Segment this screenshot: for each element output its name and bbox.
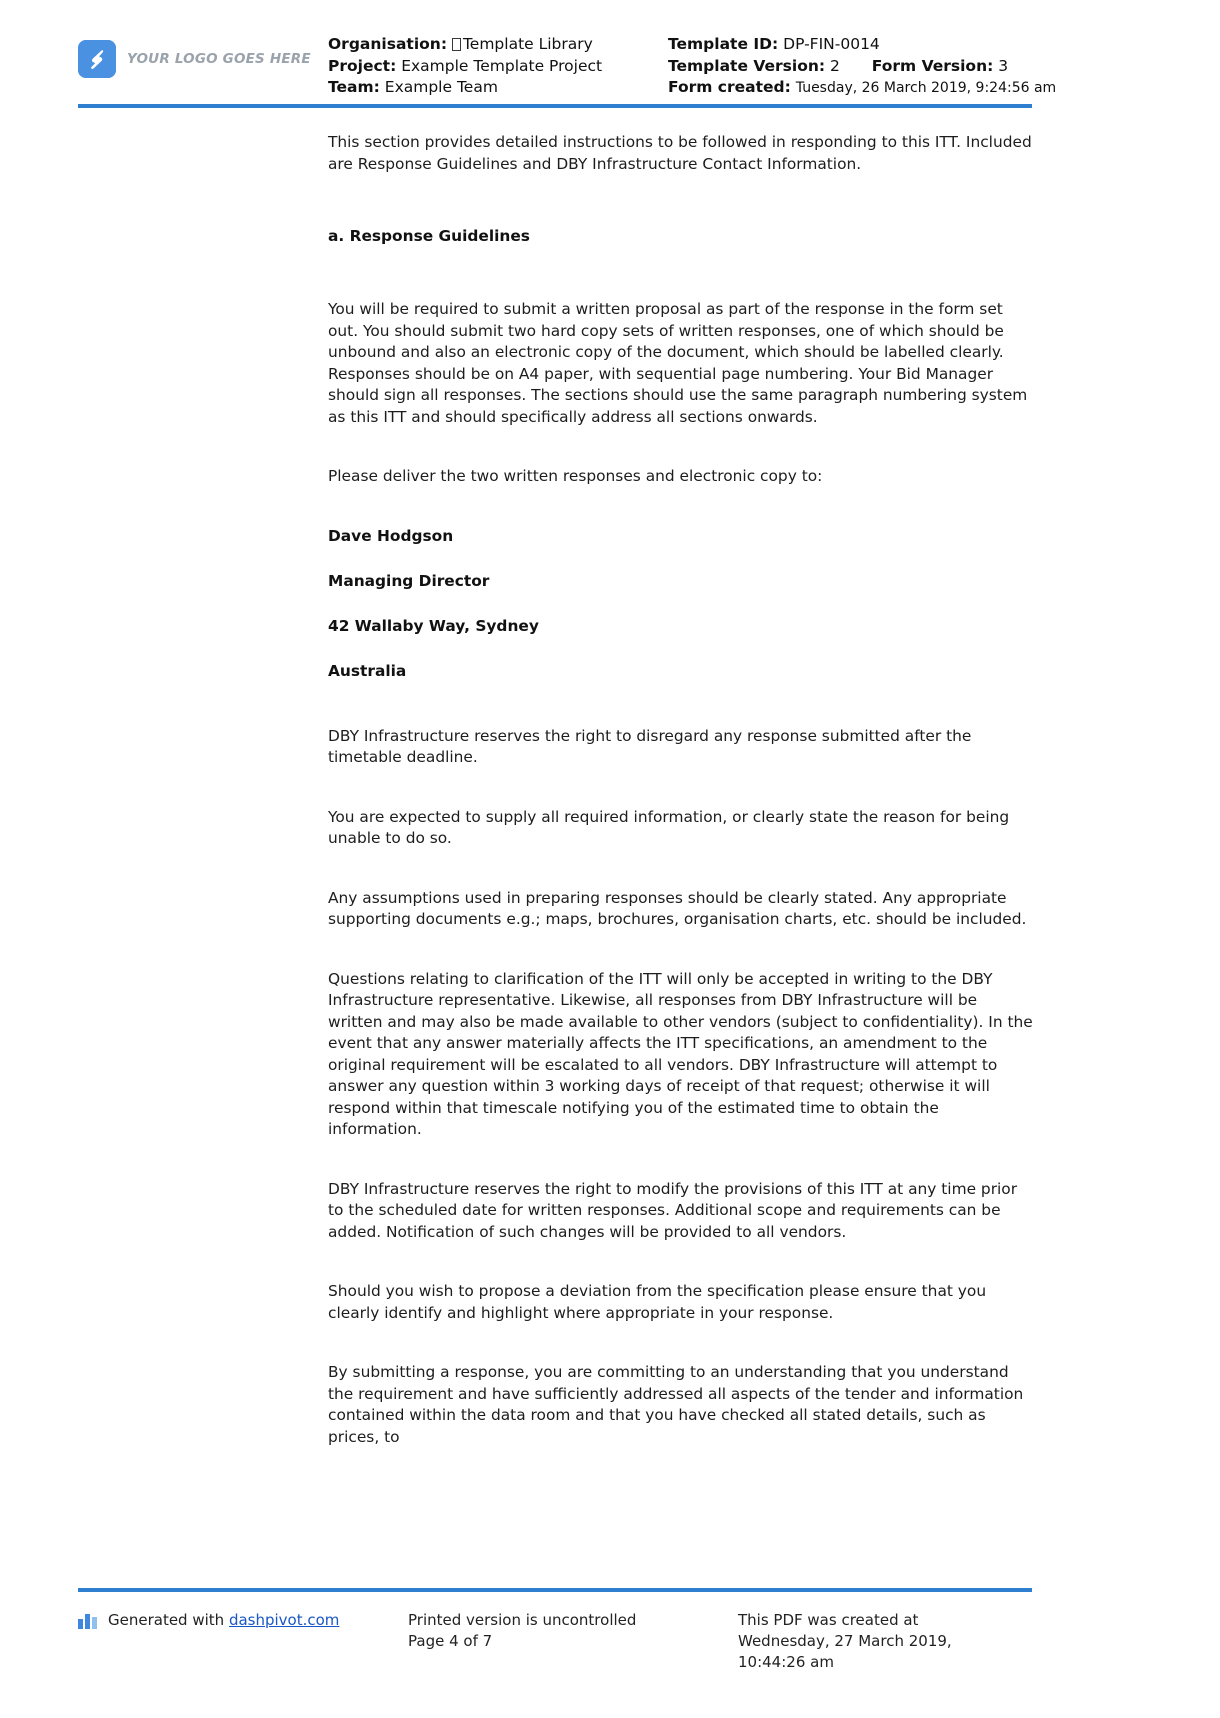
paragraph-delivery-instruction: Please deliver the two written responses and electronic copy to: [328,467,823,485]
logo-placeholder-text: YOUR LOGO GOES HERE [127,51,311,67]
meta-row-team [328,77,668,99]
meta-label-team: Team: [328,78,380,96]
footer-generated-with [78,1610,408,1635]
paragraph-assumptions: Any assumptions used in preparing responses should be clearly stated. Any appropriate supporting documents e.g.; maps, brochures, organisation charts, etc. should be included. [328,888,1027,928]
paragraph-questions-clarification: Questions relating to clarification of the ITT will only be accepted in writing to the DBY Infrastructure representative. Likewise, all responses from DBY Infrastructure will be written and may also be made available to other vendors (subject to confidentiality). In the event that any answer materially affects the ITT specifications, an amendment to the original requirement will be escalated to all vendors. DBY Infrastructure will attempt to answer any question within 3 working days of receipt of that request; otherwise it will respond within that timescale notifying you of the estimated time to obtain the information. [328,969,1033,1138]
meta-row-project [328,56,668,78]
contact-block [328,526,1036,682]
meta-value-project: Example Template Project [401,56,603,75]
meta-label-form-version: Form Version: [871,56,994,75]
contact-address: 42 Wallaby Way, Sydney [328,616,539,635]
paragraph-submitting-response: By submitting a response, you are committing to an understanding that you understand the requirement and have sufficiently addressed all aspects of the tender and information contained within the data room and that you have checked all stated details, such as prices, to [328,1363,1024,1446]
meta-label-form-created: Form created: [668,78,791,96]
document-content [328,132,1036,1448]
footer-pdf-created-date: Wednesday, 27 March 2019, [738,1632,952,1650]
meta-value-template-id: DP-FIN-0014 [783,35,880,53]
contact-country: Australia [328,661,407,680]
footer-pdf-created-time: 10:44:26 am [738,1653,834,1671]
footer-generated-prefix: Generated with [108,1611,225,1629]
paragraph-intro: This section provides detailed instructions to be followed in responding to this ITT. Included are Response Guidelines and DBY Infrastructure Contact Information. [328,133,1032,173]
meta-value-form-created: Tuesday, 26 March 2019, 9:24:56 am [795,80,1057,96]
paragraph-submission-requirements: You will be required to submit a written proposal as part of the response in the form set out. You should submit two hard copy sets of written responses, one of which should be unbound and also an electronic copy of the document, which should be labelled clearly. Responses should be on A4 paper, with sequential page numbering. Your Bid Manager should sign all responses. The sections should use the same paragraph numbering system as this ITT and should specifically address all sections onwards. [328,300,1028,426]
contact-title: Managing Director [328,571,490,590]
footer-page-number: Page 4 of 7 [408,1632,493,1650]
dashpivot-link[interactable]: dashpivot.com [228,1611,340,1629]
section-heading-response-guidelines: a. Response Guidelines [328,227,530,245]
header-meta-left [328,26,668,99]
header-meta-right [668,26,1160,100]
meta-label-template-id: Template ID: [668,35,779,53]
bar-chart-icon [78,1612,98,1635]
paragraph-deadline: DBY Infrastructure reserves the right to disregard any response submitted after the timetable deadline. [328,726,972,766]
missing-glyph-icon [452,38,461,51]
footer-pdf-created [738,1610,1078,1673]
meta-label-project: Project: [328,56,397,75]
header-divider [78,104,1032,108]
paragraph-modify-provisions: DBY Infrastructure reserves the right to modify the provisions of this ITT at any time prior to the scheduled date for written responses. Additional scope and requirements can be added. Notification of such changes will be provided to all vendors. [328,1179,1018,1241]
footer-print-info [408,1610,738,1652]
paragraph-supply-information: You are expected to supply all required information, or clearly state the reason for being unable to do so. [328,807,1010,847]
footer-divider [78,1588,1032,1592]
meta-row-form-created [668,77,1160,100]
contact-name: Dave Hodgson [328,526,454,545]
logo-block [78,26,328,78]
footer-generated-text [108,1610,339,1631]
meta-value-organisation: Template Library [462,35,593,53]
meta-row-template-id [668,34,1160,56]
meta-row-organisation [328,34,668,56]
paragraph-deviation: Should you wish to propose a deviation from the specification please ensure that you clearly identify and highlight where appropriate in your response. [328,1282,987,1322]
meta-value-template-version: 2 [830,56,840,75]
meta-row-versions [668,56,1160,78]
page-header [0,0,1220,108]
meta-value-form-version: 3 [998,56,1009,75]
footer-print-notice: Printed version is uncontrolled [408,1611,637,1629]
meta-value-team: Example Team [384,78,498,96]
meta-label-template-version: Template Version: [668,56,826,75]
meta-label-organisation: Organisation: [328,35,448,53]
footer-pdf-created-label: This PDF was created at [738,1611,919,1629]
page-footer [0,1588,1220,1718]
dashpivot-logo-icon [78,40,116,78]
